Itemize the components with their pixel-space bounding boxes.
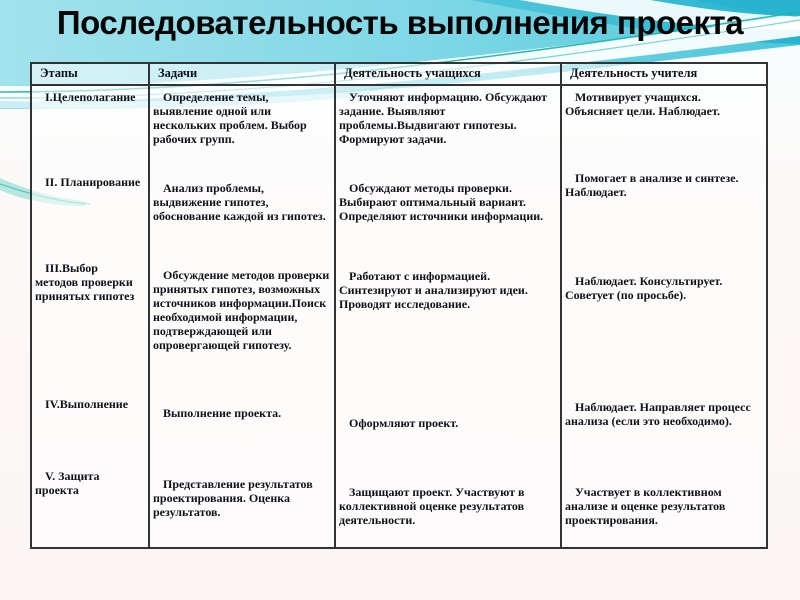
table-row <box>31 168 767 253</box>
table-row <box>31 253 767 391</box>
col-header-teacher: Деятельность учителя <box>561 63 767 85</box>
col-header-students: Деятельность учащихся <box>335 63 561 85</box>
cell-students: Уточняют информацию. Обсуждают задание. Выявляют проблемы.Выдвигают гипотезы. Формируют задачи. <box>335 85 561 168</box>
table-row <box>31 458 767 548</box>
cell-students: Работают с информацией. Синтезируют и анализируют идеи. Проводят исследование. <box>335 253 561 391</box>
table-header-row <box>31 63 767 85</box>
cell-teacher: Мотивирует учащихся. Объясняет цели. Наблюдает. <box>561 85 767 168</box>
cell-tasks: Представление результатов проектирования. Оценка результатов. <box>149 458 335 548</box>
table-row <box>31 85 767 168</box>
cell-stage: III.Выбор методов проверки принятых гипотез <box>31 253 149 391</box>
cell-teacher: Наблюдает. Направляет процесс анализа (если это необходимо). <box>561 391 767 458</box>
col-header-stages: Этапы <box>31 63 149 85</box>
cell-stage: IV.Выполнение <box>31 391 149 458</box>
cell-tasks: Анализ проблемы, выдвижение гипотез, обоснование каждой из гипотез. <box>149 168 335 253</box>
cell-stage: V. Защита проекта <box>31 458 149 548</box>
project-stages-table <box>30 62 768 549</box>
cell-teacher: Помогает в анализе и синтезе. Наблюдает. <box>561 168 767 253</box>
page-title: Последовательность выполнения проекта <box>56 4 744 41</box>
cell-stage: II. Планирование <box>31 168 149 253</box>
col-header-tasks: Задачи <box>149 63 335 85</box>
cell-tasks: Определение темы, выявление одной или нескольких проблем. Выбор рабочих групп. <box>149 85 335 168</box>
cell-students: Оформляют проект. <box>335 391 561 458</box>
cell-students: Защищают проект. Участвуют в коллективной оценке результатов деятельности. <box>335 458 561 548</box>
cell-teacher: Наблюдает. Консультирует. Советует (по просьбе). <box>561 253 767 391</box>
cell-stage: I.Целеполагание <box>31 85 149 168</box>
cell-students: Обсуждают методы проверки. Выбирают оптимальный вариант. Определяют источники информации. <box>335 168 561 253</box>
cell-tasks: Выполнение проекта. <box>149 391 335 458</box>
cell-tasks: Обсуждение методов проверки принятых гипотез, возможных источников информации.Поиск необходимой информации, подтверждающей или опровергающей гипотезу. <box>149 253 335 391</box>
table-row <box>31 391 767 458</box>
cell-teacher: Участвует в коллективном анализе и оценке результатов проектирования. <box>561 458 767 548</box>
